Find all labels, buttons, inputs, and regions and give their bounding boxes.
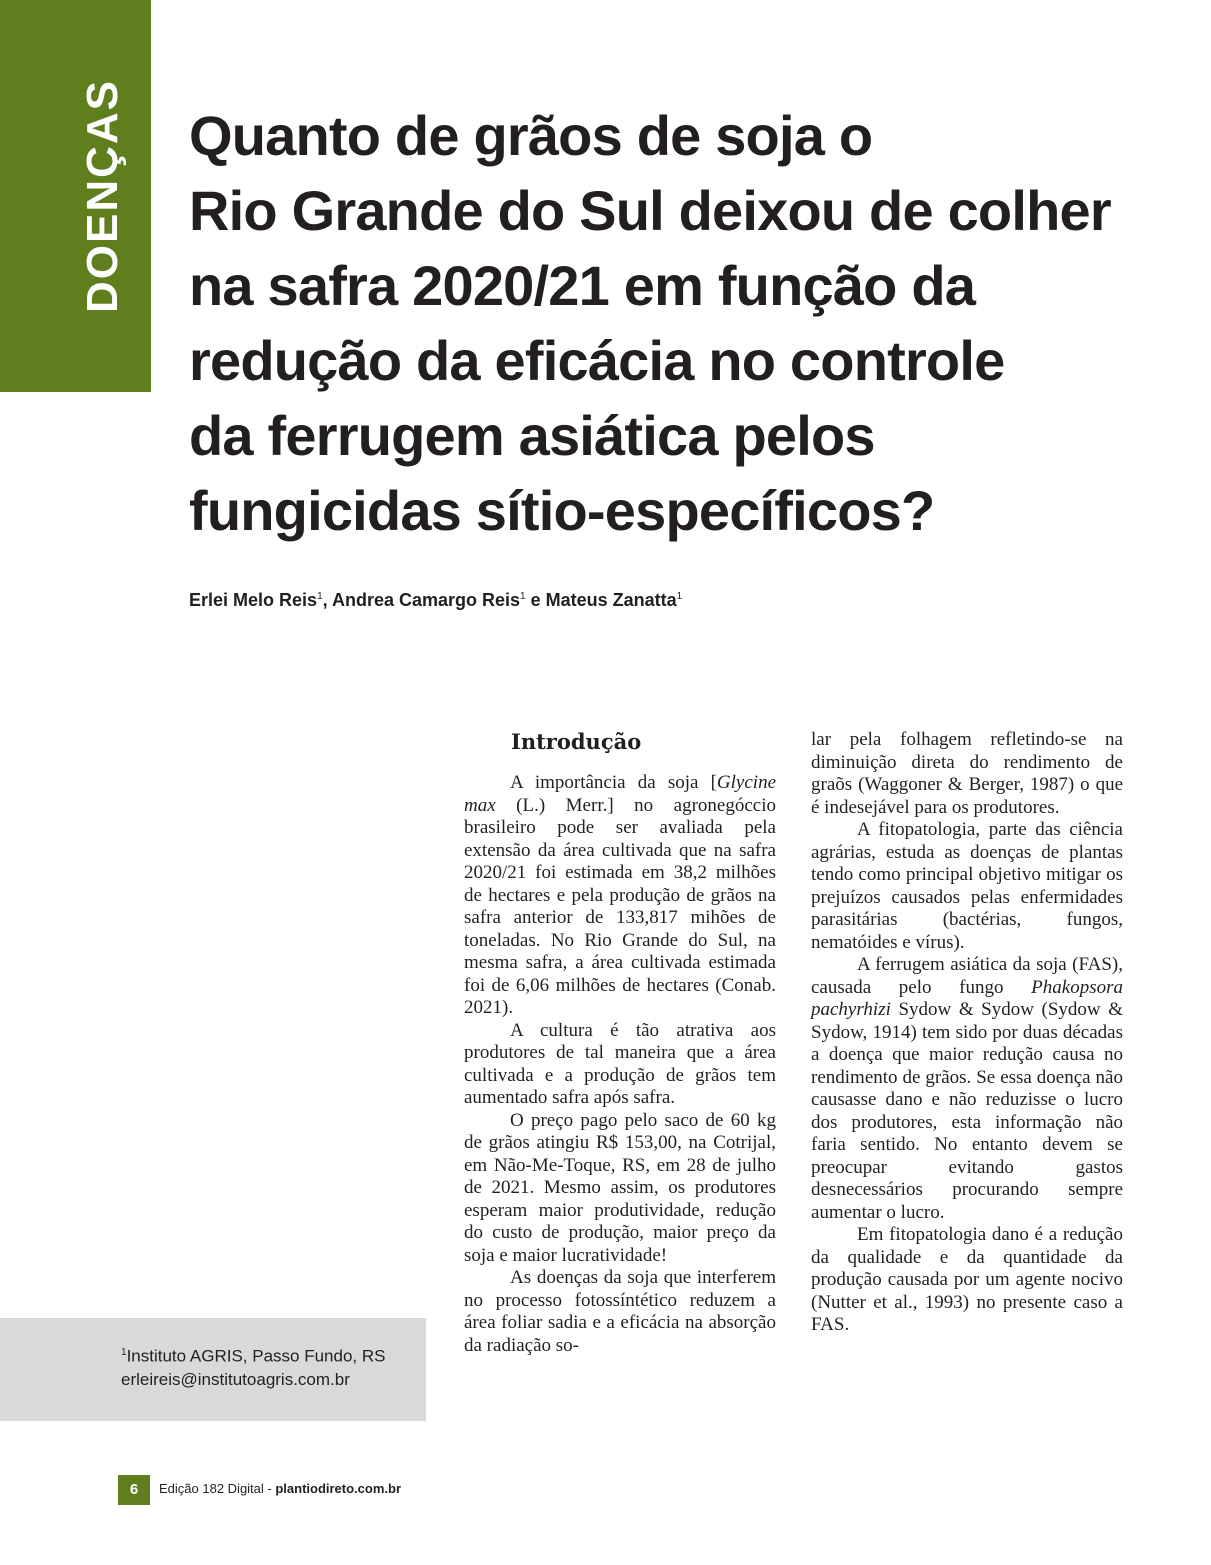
article-title xyxy=(189,98,1179,548)
paragraph-text: A ferrugem asiática da soja (FAS), causada pelo fungo xyxy=(811,954,1123,998)
section-heading: Introdução xyxy=(511,729,642,754)
scientific-name: Glycine max xyxy=(464,772,776,816)
paragraph-text: Sydow & Sydow (Sydow & Sydow, 1914) tem sido por duas décadas a doença que maior redução causa no rendimento de grãos. Se essa doença não causasse dano e não reduzisse o lucro dos produtores, esta informação não faria sentido. No entanto devem se preocupar evitando gastos desnecessários procurando sempre aumentar o lucro. xyxy=(811,999,1123,1223)
author-name: Erlei Melo Reis xyxy=(189,590,318,610)
affiliation-mark: 1 xyxy=(121,1347,127,1358)
paragraph: A cultura é tão atrativa aos produtores de tal maneira que a área cultivada e a produção de grãos tem aumentado safra após safra. xyxy=(464,1019,776,1108)
title-line: da ferrugem asiática pelos xyxy=(189,404,875,467)
author-separator: , xyxy=(322,590,332,610)
author-list xyxy=(189,590,682,611)
author-affiliation-mark: 1 xyxy=(317,591,323,602)
title-line: Rio Grande do Sul deixou de colher xyxy=(189,179,1111,242)
paragraph: Em fitopatologia dano é a redução da qualidade e da quantidade da produção causada por um agente nocivo (Nutter et al., 1993) no presente caso a FAS. xyxy=(811,1224,1123,1335)
paragraph-text: (L.) Merr.] no agronegóccio brasileiro pode ser avaliada pela extensão da área cultivada que na safra 2020/21 foi estimada em 38,2 milhões de hectares e pela produção de grãos na safra anterior de 133,817 mihões de toneladas. No Rio Grande do Sul, na mesma safra, a área cultivada estimada foi de 6,06 milhões de hectares (Conab. 2021). xyxy=(464,794,776,1018)
title-line: na safra 2020/21 em função da xyxy=(189,254,976,317)
paragraph: O preço pago pelo saco de 60 kg de grãos atingiu R$ 153,00, na Cotrijal, em Não-Me-Toque, RS, em 28 de julho de 2021. Mesmo assim, os produtores esperam maior produtividade, redução do custo de produção, maior preço da soja e maior lucratividade! xyxy=(464,1109,776,1266)
title-line: Quanto de grãos de soja o xyxy=(189,104,873,167)
title-line: redução da eficácia no controle xyxy=(189,329,1005,392)
footer-text xyxy=(159,1481,401,1496)
paragraph xyxy=(811,954,1123,1224)
author-name: Andrea Camargo Reis xyxy=(331,590,521,610)
author-affiliation-mark: 1 xyxy=(676,591,683,602)
author-separator: e xyxy=(525,590,546,610)
footer-site: plantiodireto.com.br xyxy=(275,1481,402,1496)
affiliation-email: erleireis@institutoagris.com.br xyxy=(121,1369,350,1389)
section-band xyxy=(0,0,151,392)
paragraph-continued: lar pela folhagem refletindo-se na diminuição direta do rendimento de graõs (Waggoner & Berger, 1987) o que é indesejável para os produtores. xyxy=(811,729,1123,818)
page-number: 6 xyxy=(118,1475,150,1505)
footer-edition: Edição 182 Digital - xyxy=(159,1481,276,1496)
paragraph: A fitopatologia, parte das ciência agrárias, estuda as doenças de plantas tendo como principal objetivo mitigar os prejuízos causados pelas enfermidades parasitárias (bactérias, fungos, nematóides e vírus). xyxy=(811,819,1123,953)
article-column-2 xyxy=(811,729,1123,1337)
affiliation-line xyxy=(121,1341,385,1368)
affiliation-institution: Instituto AGRIS, Passo Fundo, RS xyxy=(126,1346,386,1366)
affiliation-note xyxy=(121,1341,385,1391)
paragraph: As doenças da soja que interferem no processo fotossíntético reduzem a área foliar sadia e a eficácia na absorção da radiação so- xyxy=(464,1267,776,1356)
paragraph xyxy=(464,772,776,1020)
author-name: Mateus Zanatta xyxy=(545,590,677,610)
section-label: DOENÇAS xyxy=(78,78,127,314)
article-column-1 xyxy=(464,729,776,1357)
scientific-name: Phakopsora pachyrhizi xyxy=(811,976,1123,1020)
paragraph-text: A importância da soja [ xyxy=(510,772,717,793)
title-line: fungicidas sítio-específicos? xyxy=(189,479,935,542)
author-affiliation-mark: 1 xyxy=(520,591,526,602)
